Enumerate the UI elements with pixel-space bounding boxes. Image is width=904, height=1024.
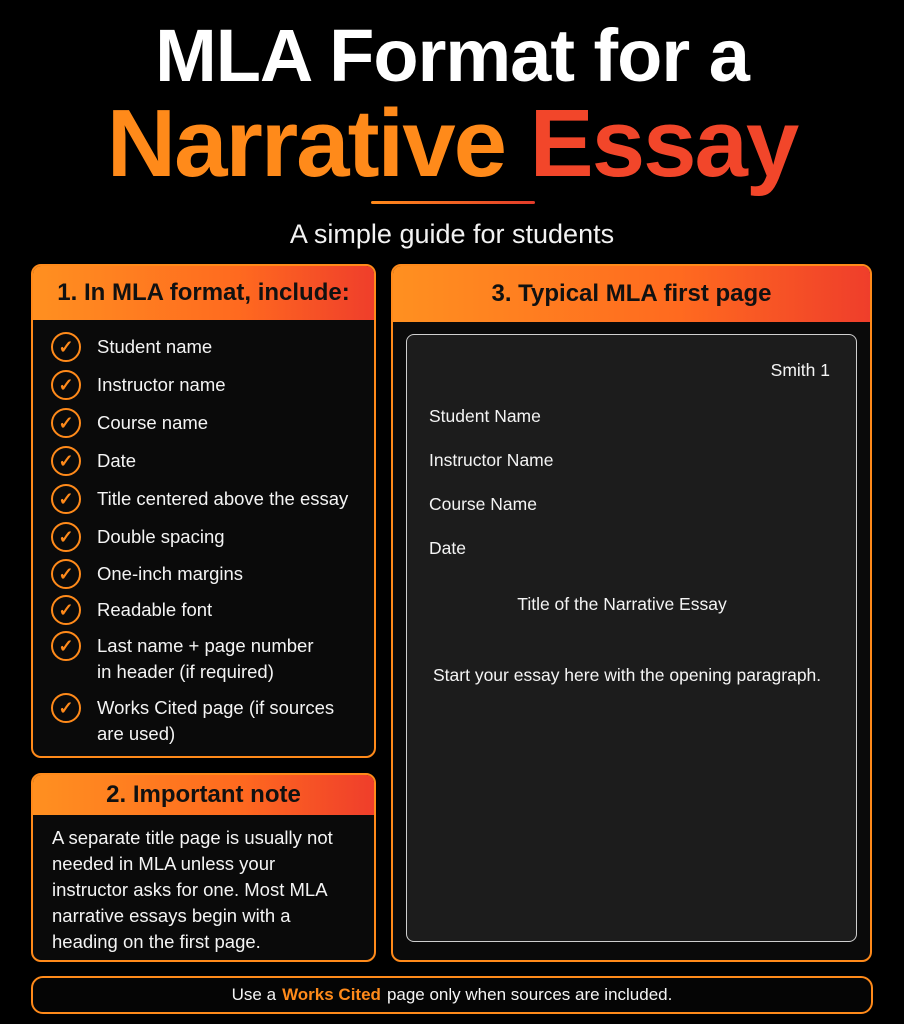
first-page-panel: [391, 264, 872, 962]
checklist-item: [51, 448, 374, 486]
checklist-item: [51, 597, 374, 633]
title-underline: [371, 201, 535, 204]
checklist-item-label: Title centered above the essay: [97, 488, 349, 509]
course-name-line: Course Name: [429, 494, 537, 514]
check-circle-icon: ✓: [51, 484, 81, 514]
note-body: A separate title page is usually not needed in MLA unless your instructor asks for one. Most MLA narrative essays begin with a heading on the first page.: [52, 827, 333, 952]
subtitle: A simple guide for students: [289, 219, 615, 249]
footer-tip: [31, 976, 873, 1014]
check-circle-icon: ✓: [51, 693, 81, 723]
include-panel: [31, 264, 376, 758]
checklist-item: [51, 334, 374, 372]
checklist-item-label: One-inch margins: [97, 563, 244, 584]
include-panel-heading: 1. In MLA format, include:: [33, 266, 374, 320]
page-title-line2: [0, 92, 904, 196]
checklist-item: [51, 410, 374, 448]
checklist-item-label: Student name: [97, 336, 213, 357]
checklist-item: [51, 486, 374, 524]
title-word-narrative: Narrative: [106, 90, 505, 197]
check-circle-icon: ✓: [51, 631, 81, 661]
check-circle-icon: ✓: [51, 559, 81, 589]
checklist-item-label: Readable font: [97, 599, 213, 620]
check-circle-icon: ✓: [51, 370, 81, 400]
check-circle-icon: ✓: [51, 446, 81, 476]
note-panel: [31, 773, 376, 962]
checklist-item: [51, 372, 374, 410]
footer-text-before: Use a: [231, 985, 277, 1004]
checklist-item: [51, 561, 374, 597]
checklist-item-label: Course name: [97, 412, 209, 433]
instructor-name-line: Instructor Name: [429, 450, 554, 470]
note-panel-heading: 2. Important note: [33, 775, 374, 815]
page-number-header: Smith 1: [770, 360, 830, 380]
include-checklist: [33, 320, 374, 753]
checklist-item-label: Date: [97, 450, 137, 471]
page-title-line1: MLA Format for a: [155, 14, 749, 97]
check-circle-icon: ✓: [51, 332, 81, 362]
checklist-item: [51, 633, 374, 695]
footer-highlight: Works Cited: [282, 985, 381, 1004]
checklist-item: [51, 695, 374, 753]
date-line: Date: [429, 538, 466, 558]
checklist-item-label: Instructor name: [97, 374, 226, 395]
opening-paragraph-line: Start your essay here with the opening paragraph.: [433, 665, 822, 685]
check-circle-icon: ✓: [51, 408, 81, 438]
first-page-panel-heading: 3. Typical MLA first page: [393, 266, 870, 322]
check-circle-icon: ✓: [51, 522, 81, 552]
essay-title-line: Title of the Narrative Essay: [517, 594, 727, 614]
sample-page: [406, 334, 857, 942]
checklist-item-label: Last name + page number in header (if required): [97, 635, 314, 682]
student-name-line: Student Name: [429, 406, 541, 426]
footer-text-after: page only when sources are included.: [386, 985, 673, 1004]
check-circle-icon: ✓: [51, 595, 81, 625]
title-word-essay: Essay: [529, 90, 798, 197]
checklist-item-label: Double spacing: [97, 526, 225, 547]
checklist-item-label: Works Cited page (if sources are used): [97, 697, 335, 744]
checklist-item: [51, 524, 374, 561]
